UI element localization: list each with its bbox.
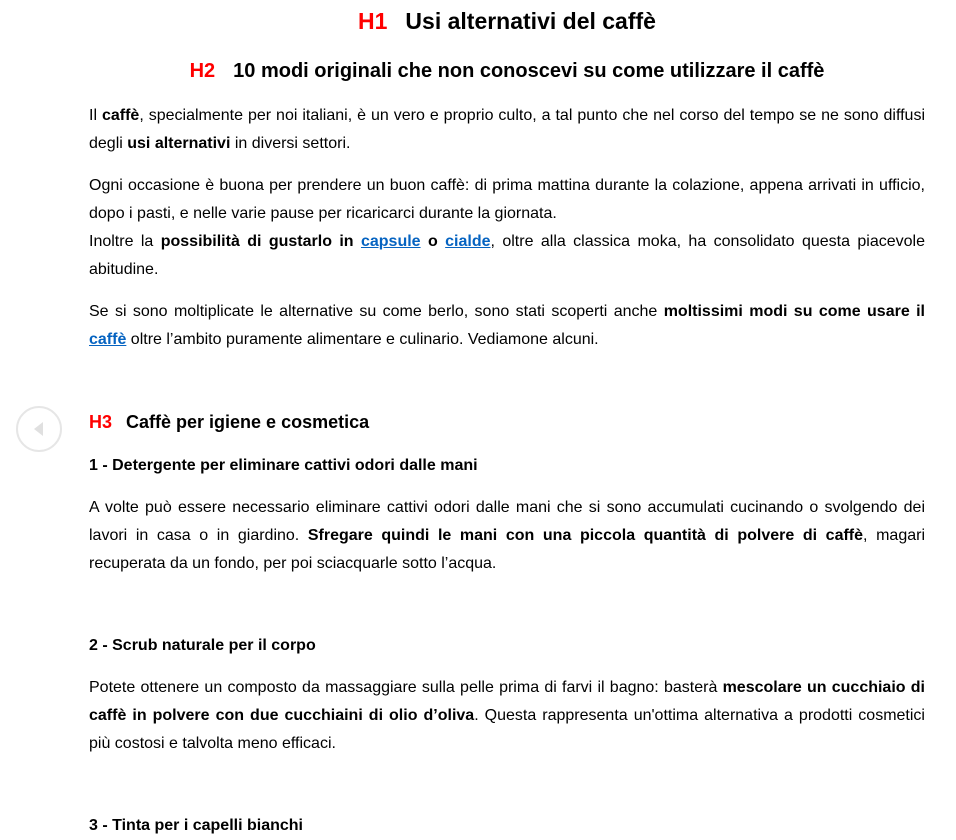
capsule-link[interactable]: capsule — [360, 233, 421, 250]
h3-text: Caffè per igiene e cosmetica — [126, 412, 370, 432]
text: Potete ottenere un composto da massaggiare sulla pelle prima di farvi il bagno: basterà — [89, 679, 723, 696]
text: oltre l’ambito puramente alimentare e culinario. Vediamone alcuni. — [126, 331, 599, 348]
h1-tag: H1 — [358, 8, 388, 34]
text: , oltre alla classica moka, ha consolidato questa piacevole abitudine. — [89, 233, 925, 278]
bold-text: mescolare un cucchiaio di caffè in polvere con due cucchiaini di olio d’oliva — [89, 679, 926, 724]
occasion-paragraph — [89, 172, 925, 284]
h1-text: Usi alternativi del caffè — [405, 8, 656, 34]
chevron-left-icon — [29, 419, 49, 439]
intro-paragraph — [89, 102, 925, 158]
cialde-link[interactable]: cialde — [445, 233, 491, 250]
text: . Questa rappresenta un'ottima alternativa a prodotti cosmetici più costosi e talvolta meno efficaci. — [89, 707, 925, 752]
text: , specialmente per noi italiani, è un vero e proprio culto, a tal punto che nel corso del tempo se ne sono diffusi degli — [89, 107, 926, 152]
section-1-paragraph — [89, 494, 925, 578]
h2-text: 10 modi originali che non conoscevi su come utilizzare il caffè — [233, 60, 825, 82]
text: in diversi settori. — [230, 135, 351, 152]
text: , magari recuperata da un fondo, per poi sciacquarle sotto l’acqua. — [89, 527, 926, 572]
text: Ogni occasione è buona per prendere un buon caffè: di prima mattina durante la colazione, appena arrivati in ufficio, dopo i pasti, e nelle varie pause per ricaricarci durante la giornata. — [89, 177, 925, 222]
bold-text: usi alternativi — [127, 135, 231, 152]
bold-text: o — [420, 233, 446, 250]
bold-text: Sfregare quindi le mani con una piccola quantità di polvere di caffè — [307, 527, 864, 544]
h3-tag: H3 — [89, 412, 113, 432]
heading-h1 — [89, 6, 925, 36]
heading-h3 — [89, 408, 369, 436]
text: A volte può essere necessario eliminare cattivi odori dalle mani che si sono accumulati cucinando o svolgendo dei lavori in casa o in giardino. — [89, 499, 925, 544]
bold-text: caffè — [101, 107, 140, 124]
text: Se si sono moltiplicate le alternative su come berlo, sono stati scoperti anche — [89, 303, 664, 320]
caffe-link[interactable]: caffè — [89, 331, 127, 348]
heading-h2 — [89, 57, 925, 85]
bold-text: possibilità di gustarlo in — [160, 233, 361, 250]
text: Inoltre la — [89, 233, 161, 250]
text: Il — [89, 107, 102, 124]
back-button[interactable] — [16, 406, 62, 452]
section-3-title: 3 - Tinta per i capelli bianchi — [89, 817, 303, 834]
section-2-title: 2 - Scrub naturale per il corpo — [89, 637, 316, 654]
h2-tag: H2 — [189, 60, 216, 82]
section-1-title: 1 - Detergente per eliminare cattivi odori dalle mani — [89, 457, 478, 474]
alternatives-paragraph — [89, 298, 925, 354]
section-2-paragraph — [89, 674, 925, 758]
bold-text: moltissimi modi su come usare il — [663, 303, 925, 320]
